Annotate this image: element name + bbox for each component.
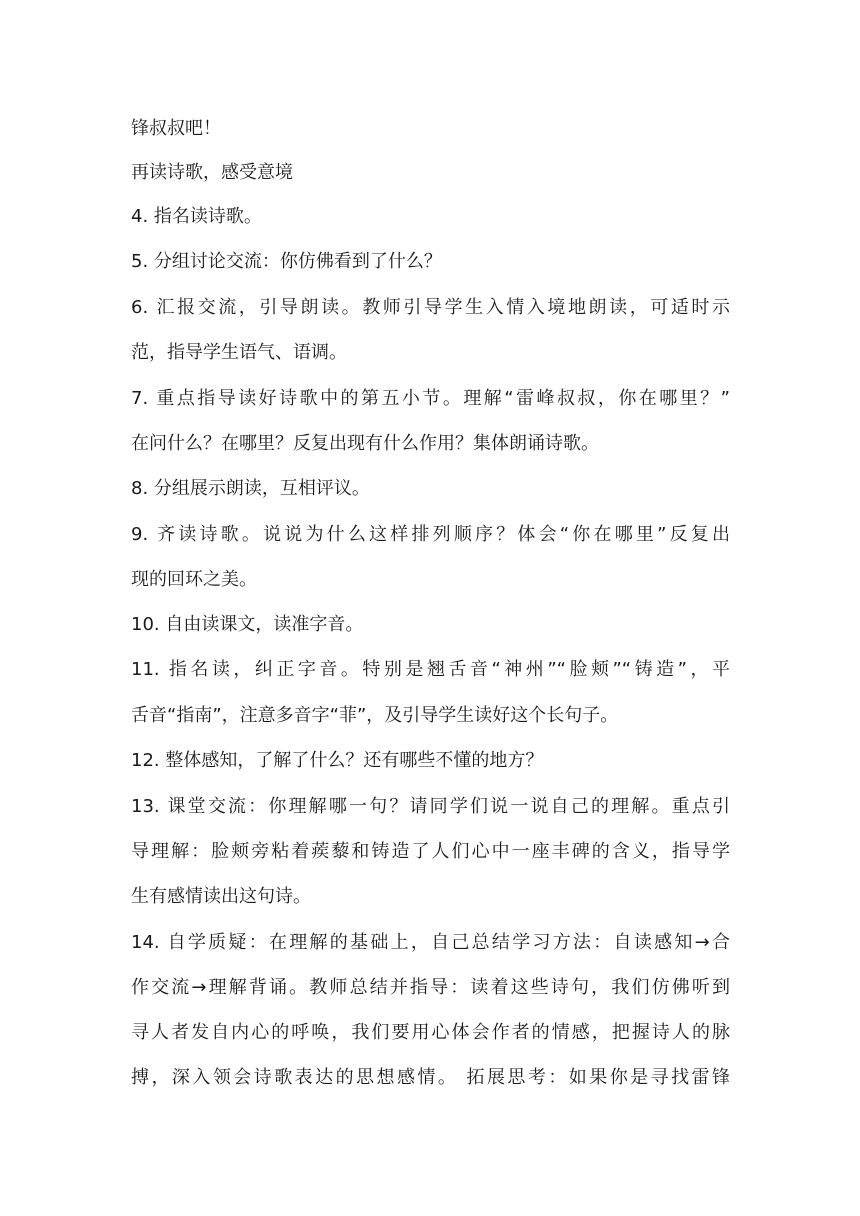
section-heading: 再读诗歌，感受意境 xyxy=(131,162,293,183)
list-item-9: 9. 齐读诗歌。说说为什么这样排列顺序？体会“你在哪里”反复出 xyxy=(131,524,730,545)
list-item-13: 13. 课堂交流：你理解哪一句？请同学们说一说自己的理解。重点引 xyxy=(131,796,730,817)
text-line: 导理解：脸颊旁粘着蒺藜和铸造了人们心中一座丰碑的含义，指导学 xyxy=(131,841,730,862)
text-line: 锋叔叔吧！ xyxy=(131,118,221,139)
list-item-12: 12. 整体感知，了解了什么？还有哪些不懂的地方？ xyxy=(131,750,544,771)
list-item-6: 6. 汇报交流，引导朗读。教师引导学生入情入境地朗读，可适时示 xyxy=(131,297,730,318)
text-line: 现的回环之美。 xyxy=(131,569,257,590)
list-item-11: 11. 指名读，纠正字音。特别是翘舌音“神州”“脸颊”“铸造”，平 xyxy=(131,659,730,680)
text-line: 舌音“指南”，注意多音字“菲”，及引导学生读好这个长句子。 xyxy=(131,705,619,726)
list-item-7: 7. 重点指导读好诗歌中的第五小节。理解“雷峰叔叔，你在哪里？” xyxy=(131,388,730,409)
list-item-4: 4. 指名读诗歌。 xyxy=(131,206,262,227)
text-line: 生有感情读出这句诗。 xyxy=(131,886,311,907)
text-line: 作交流→理解背诵。教师总结并指导：读着这些诗句，我们仿佛听到 xyxy=(131,977,730,998)
text-line: 寻人者发自内心的呼唤，我们要用心体会作者的情感，把握诗人的脉 xyxy=(131,1022,730,1043)
list-item-5: 5. 分组讨论交流：你仿佛看到了什么？ xyxy=(131,251,442,272)
text-line: 在问什么？在哪里？反复出现有什么作用？集体朗诵诗歌。 xyxy=(131,433,599,454)
list-item-14: 14. 自学质疑：在理解的基础上，自己总结学习方法：自读感知→合 xyxy=(131,932,730,953)
list-item-8: 8. 分组展示朗读，互相评议。 xyxy=(131,478,370,499)
list-item-10: 10. 自由读课文，读准字音。 xyxy=(131,614,364,635)
text-line: 范，指导学生语气、语调。 xyxy=(131,342,347,363)
text-line: 搏，深入领会诗歌表达的思想感情。 拓展思考：如果你是寻找雷锋 xyxy=(131,1067,730,1088)
